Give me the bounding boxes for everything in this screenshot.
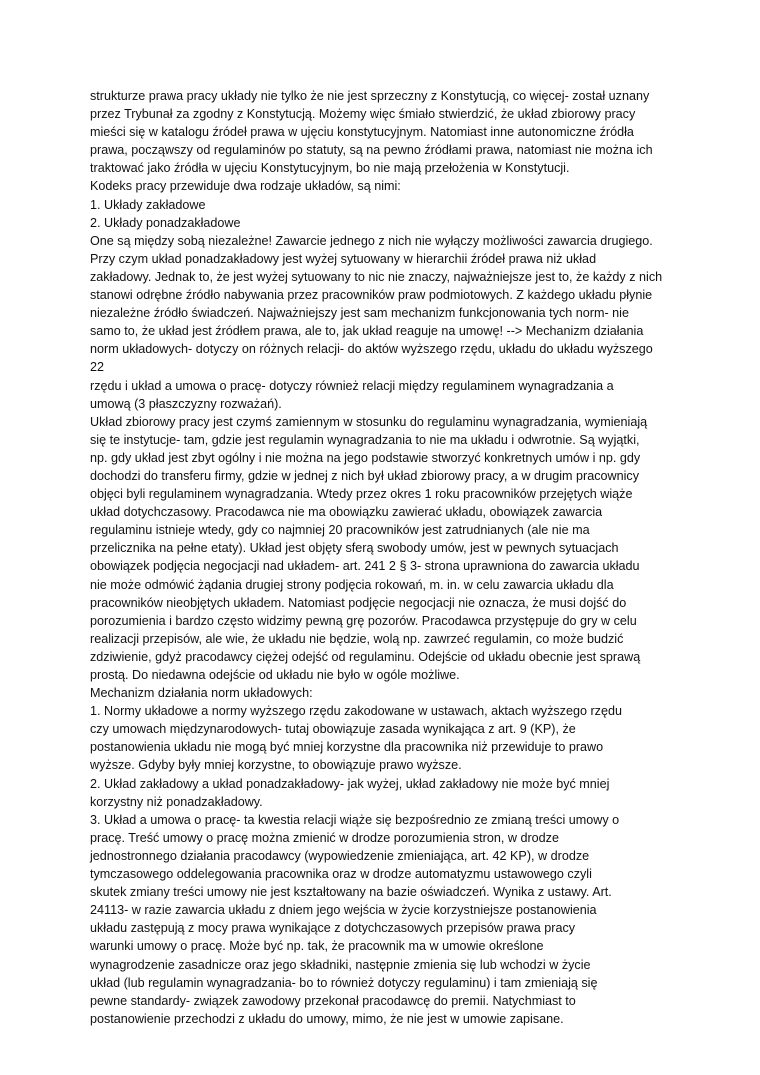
- text-line: zakładowy. Jednak to, że jest wyżej sytuowany to nic nie znaczy, najważniejsze jest to, że każdy z nich: [90, 269, 663, 284]
- text-line: jednostronnego działania pracodawcy (wypowiedzenie zmieniająca, art. 42 KP), w drodze: [90, 848, 590, 863]
- text-line: się te instytucje- tam, gdzie jest regulamin wynagradzania to nie ma układu i odwrotnie. Są wyjątki,: [90, 432, 640, 447]
- text-line: przelicznika na pełne etaty). Układ jest objęty sferą swobody umów, jest w pewnych sytuacjach: [90, 541, 619, 556]
- text-line: przez Trybunał za zgodny z Konstytucją. Możemy więc śmiało stwierdzić, że układ zbiorowy pracy: [90, 107, 636, 122]
- text-line: korzystny niż ponadzakładowy.: [90, 794, 263, 809]
- text-line: objęci byli regulaminem wynagradzania. Wtedy przez okres 1 roku pracowników przejętych wiąże: [90, 487, 633, 502]
- text-line: niezależne źródło świadczeń. Najważniejszy jest sam mechanizm funkcjonowania tych norm- nie: [90, 306, 629, 321]
- text-line: pewne standardy- związek zawodowy przekonał pracodawcę do premii. Natychmiast to: [90, 993, 576, 1008]
- text-line: prostą. Do niedawna odejście od układu nie było w ogóle możliwe.: [90, 668, 460, 682]
- text-line: rzędu i układ a umowa o pracę- dotyczy również relacji między regulaminem wynagradzania a: [90, 378, 614, 393]
- text-line: wyższe. Gdyby były mniej korzystne, to obowiązuje prawo wyższe.: [90, 758, 462, 773]
- text-line: wynagrodzenie zasadnicze oraz jego składniki, następnie zmienia się lub wchodzi w życie: [90, 957, 591, 972]
- text-line: warunki umowy o pracę. Może być np. tak, że pracownik ma w umowie określone: [90, 939, 544, 954]
- text-line: postanowienie przechodzi z układu do umowy, mimo, że nie jest w umowie zapisane.: [90, 1011, 564, 1026]
- document-page: [90, 87, 690, 1028]
- text-line: One są między sobą niezależne! Zawarcie jednego z nich nie wyłączy możliwości zawarcia drugiego.: [90, 233, 653, 248]
- list-item: 2. Układy ponadzakładowe: [90, 215, 241, 230]
- text-line: strukturze prawa pracy układy nie tylko że nie jest sprzeczny z Konstytucją, co więcej- został uznany: [90, 89, 650, 103]
- text-line: regulaminu istnieje wtedy, gdy co najmniej 20 pracowników jest zatrudnianych (ale nie ma: [90, 523, 590, 538]
- section-heading: Mechanizm działania norm układowych:: [90, 686, 313, 701]
- text-line: Przy czym układ ponadzakładowy jest wyżej sytuowany w hierarchii źródeł prawa niż układ: [90, 251, 597, 266]
- text-line: stanowi odrębne źródło nabywania przez pracowników praw podmiotowych. Z każdego układu płynie: [90, 288, 653, 303]
- text-line: pracę. Treść umowy o pracę można zmienić w drodze porozumienia stron, w drodze: [90, 830, 559, 845]
- text-line: dochodzi do transferu firmy, gdzie w jednej z nich był układ zbiorowy pracy, a w drugim pracownicy: [90, 468, 640, 483]
- text-line: traktować jako źródła w ujęciu Konstytucyjnym, bo nie mają przełożenia w Konstytucji.: [90, 161, 570, 176]
- text-line: umową (3 płaszczyzny rozważań).: [90, 396, 282, 411]
- text-line: tymczasowego oddelegowania pracownika oraz w drodze automatyzmu ustawowego czyli: [90, 867, 592, 882]
- text-line: realizacji przepisów, ale wie, że układu nie będzie, wolą np. zawrzeć regulamin, co może budzić: [90, 631, 624, 646]
- text-line: układu zastępują z mocy prawa wynikające z dotychczasowych przepisów prawa pracy: [90, 921, 576, 936]
- text-line: norm układowych- dotyczy on różnych relacji- do aktów wyższego rzędu, układu do układu wyższego: [90, 342, 653, 357]
- text-line: zdziwienie, gdyż pracodawcy ciężej odejść od regulaminu. Odejście od układu obecnie jest sprawą: [90, 649, 641, 664]
- text-line: postanowienia układu nie mogą być mniej korzystne dla pracownika niż przewiduje to prawo: [90, 740, 604, 755]
- text-line: obowiązek podjęcia negocjacji nad układem- art. 241 2 § 3- strona uprawniona do zawarcia układu: [90, 559, 640, 574]
- page-number: 22: [90, 360, 105, 375]
- list-item: 2. Układ zakładowy a układ ponadzakładowy- jak wyżej, układ zakładowy nie może być mniej: [90, 776, 610, 791]
- list-item: 1. Normy układowe a normy wyższego rzędu zakodowane w ustawach, aktach wyższego rzędu: [90, 704, 622, 719]
- text-line: Układ zbiorowy pracy jest czymś zamiennym w stosunku do regulaminu wynagradzania, wymieniają: [90, 414, 648, 429]
- text-line: prawa, począwszy od regulaminów po statuty, są na pewno źródłami prawa, natomiast nie można ich: [90, 143, 653, 158]
- text-line: układ (lub regulamin wynagradzania- bo to również dotyczy regulaminu) i tam zmieniają się: [90, 975, 598, 990]
- text-line: np. gdy układ jest zbyt ogólny i nie można na jego podstawie stworzyć konkretnych umów i np. gdy: [90, 450, 641, 465]
- list-item: 1. Układy zakładowe: [90, 197, 206, 212]
- text-line: nie może odmówić żądania drugiej strony podjęcia rokowań, m. in. w celu zawarcia układu dla: [90, 577, 614, 592]
- text-line: mieści się w katalogu źródeł prawa w ujęciu konstytucyjnym. Natomiast inne autonomiczne źródła: [90, 125, 634, 140]
- text-line: samo to, że układ jest źródłem prawa, ale to, jak układ reaguje na umowę! --> Mechanizm działania: [90, 324, 644, 339]
- list-item: 3. Układ a umowa o pracę- ta kwestia relacji wiąże się bezpośrednio ze zmianą treści umowy o: [90, 812, 620, 827]
- text-line: układ dotychczasowy. Pracodawca nie ma obowiązku zawierać układu, obowiązek zawarcia: [90, 505, 603, 520]
- text-line: czy umowach międzynarodowych- tutaj obowiązuje zasada wynikająca z art. 9 (KP), że: [90, 722, 576, 737]
- text-line: Kodeks pracy przewiduje dwa rodzaje układów, są nimi:: [90, 179, 401, 194]
- text-line: pracowników nieobjętych układem. Natomiast podjęcie negocjacji nie oznacza, że musi dojść do: [90, 595, 627, 610]
- text-line: skutek zmiany treści umowy nie jest kształtowany na bazie oświadczeń. Wynika z ustawy. Art.: [90, 885, 612, 900]
- text-line: 24113- w razie zawarcia układu z dniem jego wejścia w życie korzystniejsze postanowienia: [90, 903, 597, 918]
- text-line: porozumienia i bardzo często widzimy pewną grę pozorów. Pracodawca przystępuje do gry w celu: [90, 613, 637, 628]
